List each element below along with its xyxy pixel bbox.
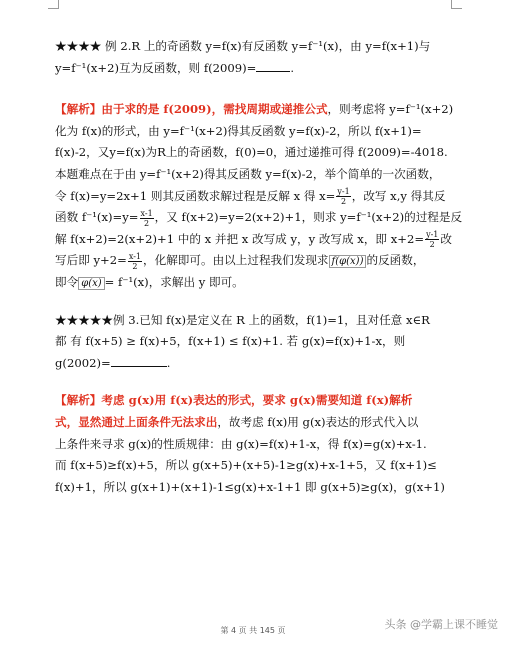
example-3-line-2: 都 有 f(x+5) ≥ f(x)+5，f(x+1) ≤ f(x)+1. 若 g(x)=f(x)+1-x，则: [55, 334, 406, 349]
example-3-text: g(2002)=: [55, 355, 111, 370]
fraction: $\frac{x-1}{2}$: [140, 208, 153, 228]
solution-2-text: 即令: [55, 274, 79, 289]
answer-blank: [256, 59, 290, 72]
solution-2-text: 函数 f⁻¹(x)=y=: [55, 210, 139, 225]
example-3-line-1: ★★★★★例 3.已知 f(x)是定义在 R 上的函数，f(1)=1，且对任意 x∈R: [55, 312, 430, 327]
solution-2-text: 解 f(x+2)=2(x+2)+1 中的 x 并把 x 改写成 y，y 改写成 x，即 x+2=: [55, 231, 425, 246]
solution-2-line-5: [55, 186, 465, 208]
example-2-text: y=f⁻¹(x+2)互为反函数，则 f(2009)=: [55, 60, 257, 75]
solution-2-text: ，则考虑将 y=f⁻¹(x+2): [327, 102, 454, 117]
solution-2-label: 【解析】由于求的是 f(2009)，需找周期或递推公式: [55, 102, 328, 117]
formula-box: f(φ(x)): [329, 255, 367, 268]
solution-2-text: ，又 f(x+2)=y=2(x+2)+1，则求 y=f⁻¹(x+2)的过程是反: [154, 210, 463, 225]
solution-2-text: 的反函数，: [366, 253, 425, 268]
fraction: $\frac{y-1}{2}$: [337, 187, 350, 207]
solution-3-line-3: 上条件来寻求 g(x)的性质规律：由 g(x)=f(x)+1-x，得 f(x)=g(x)+x-1.: [55, 436, 427, 451]
solution-2-text: 改: [440, 231, 452, 246]
solution-3-label: 【解析】考虑 g(x)用 f(x)表达的形式，要求 g(x)需要知道 f(x)解析: [55, 393, 413, 408]
example-3-period: .: [166, 355, 171, 370]
formula-box: φ(x): [78, 277, 104, 290]
fraction: $\frac{x-1}{2}$: [128, 251, 141, 271]
solution-3-line-1: [55, 390, 465, 412]
solution-2-text: 写后即 y+2=: [55, 253, 127, 268]
solution-2-line-1: [55, 99, 465, 121]
crop-mark-top-right: [451, 0, 462, 9]
solution-2-line-6: [55, 207, 465, 229]
solution-2-text: ，化解即可。由以上过程我们发现求: [143, 253, 329, 268]
solution-3-line-5: f(x)+1，所以 g(x+1)+(x+1)-1≤g(x)+x-1+1 即 g(x+5)≥g(x)，g(x+1): [55, 479, 445, 494]
solution-3-text: ，故考虑 f(x)用 g(x)表达的形式代入以: [217, 414, 419, 429]
solution-3-line-2: [55, 412, 465, 434]
watermark: 头条 @学霸上课不睡觉: [384, 618, 498, 631]
solution-3-emphasis: 式，显然通过上面条件无法求出: [55, 414, 218, 429]
crop-mark-top-left: [48, 0, 59, 9]
document-page: [55, 36, 465, 498]
solution-2-line-8: [55, 250, 465, 272]
solution-2-line-9: [55, 272, 465, 294]
solution-2-line-3: f(x)-2，又y=f(x)为R上的奇函数，f(0)=0，通过递推可得 f(2009)=-4018.: [55, 145, 448, 160]
solution-2-text: 令 f(x)=y=2x+1 则其反函数求解过程是反解 x 得 x=: [55, 188, 336, 203]
example-2-line-2: [55, 58, 465, 80]
example-2-period: .: [290, 60, 295, 75]
solution-2-line-4: 本题难点在于由 y=f⁻¹(x+2)得其反函数 y=f(x)-2，举个简单的一次函数，: [55, 166, 441, 181]
example-2-line-1: ★★★★ 例 2.R 上的奇函数 y=f(x)有反函数 y=f⁻¹(x)，由 y=f(x+1)与: [55, 39, 431, 53]
answer-blank: [111, 354, 167, 367]
solution-3-line-4: 而 f(x+5)≥f(x)+5，所以 g(x+5)+(x+5)-1≥g(x)+x-1+5，又 f(x+1)≤: [55, 458, 437, 473]
solution-2-line-7: [55, 229, 465, 251]
solution-2-text: ，改写 x,y 得其反: [351, 188, 446, 203]
fraction: $\frac{y-1}{2}$: [426, 230, 439, 250]
solution-2-text: = f⁻¹(x)，求解出 y 即可。: [104, 274, 244, 289]
example-3-line-3: [55, 353, 465, 375]
solution-2-line-2: 化为 f(x)的形式，由 y=f⁻¹(x+2)得其反函数 y=f(x)-2，所以 f(x+1)=: [55, 123, 422, 138]
page-footer: 第 4 页 共 145 页: [220, 626, 286, 635]
